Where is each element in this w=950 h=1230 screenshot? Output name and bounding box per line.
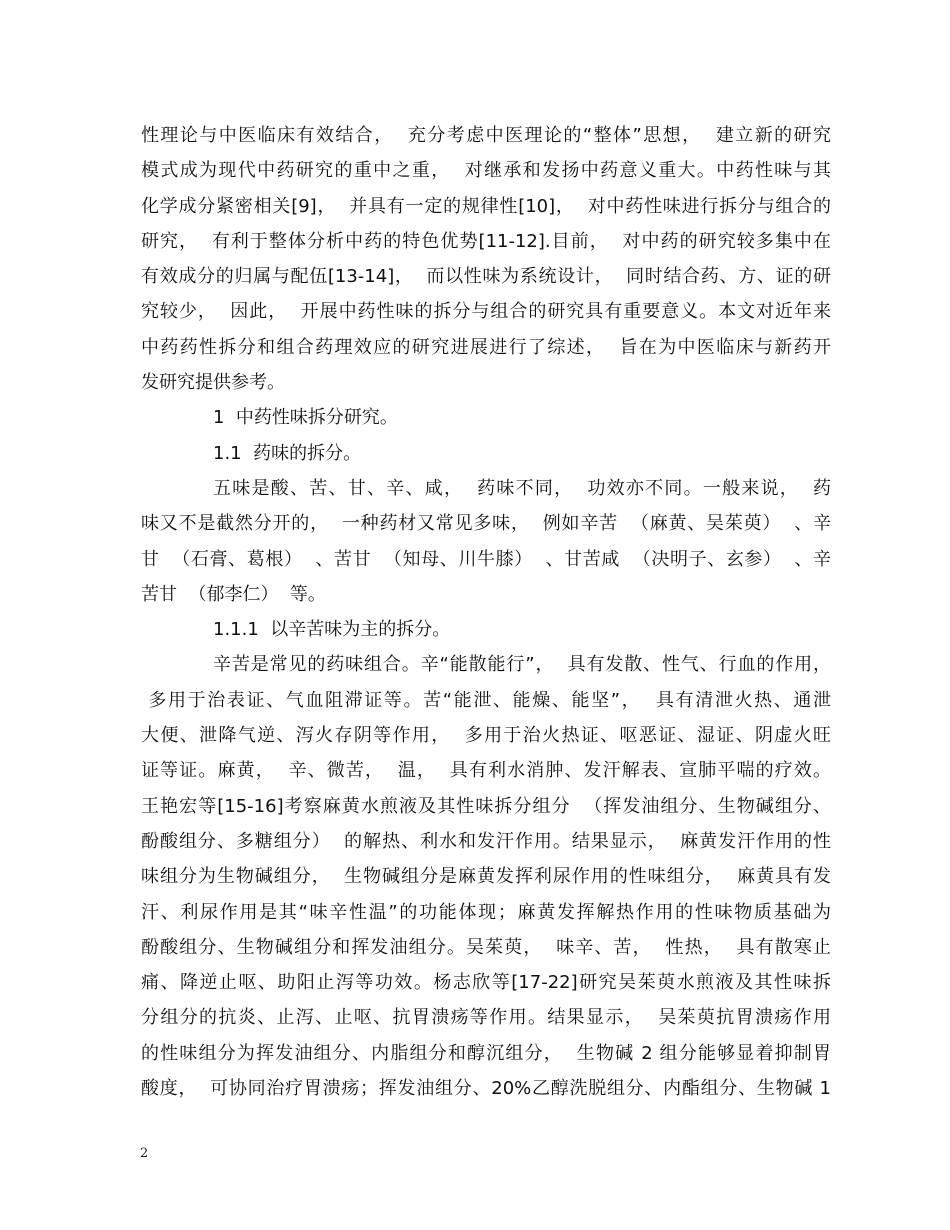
text-line: 性理论与中医临床有效结合， 充分考虑中医理论的“整体”思想， 建立新的研究 <box>141 125 831 146</box>
text-line: 究较少， 因此， 开展中药性味的拆分与组合的研究具有重要意义。本文对近年来 <box>141 301 831 323</box>
text-line: 有效成分的归属与配伍[13-14]， 而以性味为系统设计， 同时结合药、方、证的研 <box>141 266 831 288</box>
text-line: 发研究提供参考。 <box>141 372 285 394</box>
text-line: 研究， 有利于整体分析中药的特色优势[11-12].目前， 对中药的研究较多集中在 <box>141 230 831 252</box>
text-line: 辛苦是常见的药味组合。辛“能散能行”， 具有发散、性气、行血的作用， <box>213 654 831 676</box>
text-line: 甘 （石膏、葛根） 、苦甘 （知母、川牛膝） 、甘苦咸 （决明子、玄参） 、辛 <box>141 548 831 570</box>
text-line: 大便、泄降气逆、泻火存阴等作用， 多用于治火热证、呕恶证、湿证、阴虚火旺 <box>141 725 831 747</box>
text-line: 证等证。麻黄， 辛、微苦， 温， 具有利水消肿、发汗解表、宣肺平喘的疗效。 <box>141 760 831 782</box>
text-line: 痛、降逆止呕、助阳止泻等功效。杨志欣等[17-22]研究吴茱萸水煎液及其性味拆 <box>141 972 831 994</box>
text-line: 酸度， 可协同治疗胃溃疡；挥发油组分、20%乙醇洗脱组分、内酯组分、生物碱 1 <box>141 1078 831 1100</box>
text-line: 汗、利尿作用是其“味辛性温”的功能体现；麻黄发挥解热作用的性味物质基础为 <box>141 901 831 923</box>
text-line: 王艳宏等[15-16]考察麻黄水煎液及其性味拆分组分 （挥发油组分、生物碱组分、 <box>141 795 831 817</box>
text-line: 模式成为现代中药研究的重中之重， 对继承和发扬中药意义重大。中药性味与其 <box>141 160 831 182</box>
section-heading: 1 中药性味拆分研究。 <box>213 407 398 429</box>
text-line: 化学成分紧密相关[9]， 并具有一定的规律性[10]， 对中药性味进行拆分与组合的 <box>141 195 831 217</box>
body-text <box>141 118 831 1106</box>
text-line: 酚酸组分、多糖组分） 的解热、利水和发汗作用。结果显示， 麻黄发汗作用的性 <box>141 830 831 852</box>
text-line: 的性味组分为挥发油组分、内脂组分和醇沉组分， 生物碱 2 组分能够显着抑制胃 <box>141 1042 831 1064</box>
text-line: 五味是酸、苦、甘、辛、咸， 药味不同， 功效亦不同。一般来说， 药 <box>213 477 831 499</box>
text-line: 苦甘 （郁李仁） 等。 <box>141 583 326 605</box>
subsubsection-heading: 1.1.1 以辛苦味为主的拆分。 <box>213 619 451 641</box>
text-line: 中药药性拆分和组合药理效应的研究进展进行了综述， 旨在为中医临床与新药开 <box>141 336 831 358</box>
page-number: 2 <box>140 1146 149 1161</box>
text-line: 味组分为生物碱组分， 生物碱组分是麻黄发挥利尿作用的性味组分， 麻黄具有发 <box>141 866 831 888</box>
text-line: 酚酸组分、生物碱组分和挥发油组分。吴茱萸， 味辛、苦， 性热， 具有散寒止 <box>141 936 831 958</box>
subsection-heading: 1.1 药味的拆分。 <box>213 442 362 464</box>
text-line: 味又不是截然分开的， 一种药材又常见多味， 例如辛苦 （麻黄、吴茱萸） 、辛 <box>141 513 831 535</box>
text-line: 多用于治表证、气血阻滞证等。苦“能泄、能燥、能坚”， 具有清泄火热、通泄 <box>141 689 831 711</box>
text-line: 分组分的抗炎、止泻、止呕、抗胃溃疡等作用。结果显示， 吴茱萸抗胃溃疡作用 <box>141 1007 831 1029</box>
